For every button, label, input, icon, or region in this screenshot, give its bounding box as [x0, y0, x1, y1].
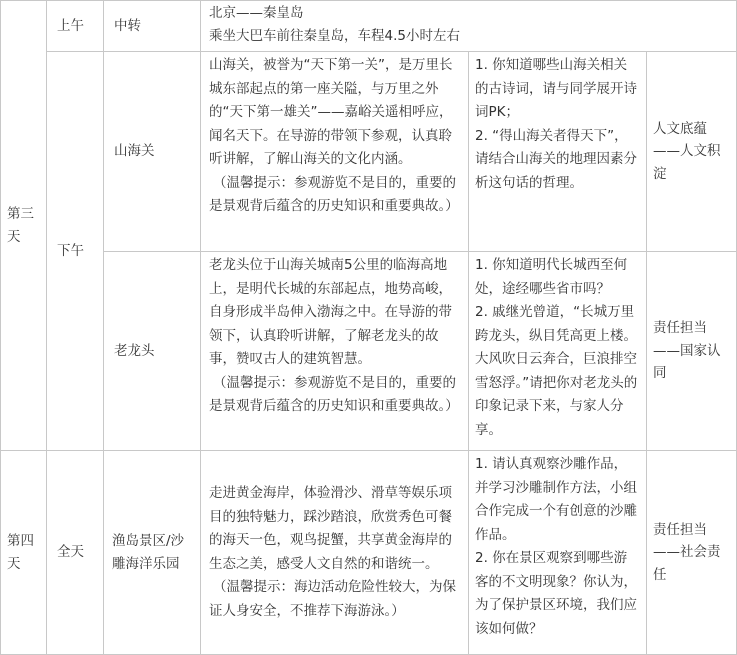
shanhaiguan-place: 山海关	[104, 52, 201, 252]
shanhaiguan-description: 山海关，被誉为“天下第一关”，是万里长城东部起点的第一座关隘，与万里之外的“天下第一雄关”——嘉峪关遥相呼应，闻名天下。在导游的带领下参观，认真聆听讲解，了解山海关的文化内涵。	[209, 57, 453, 167]
laolongtou-description: 老龙头位于山海关城南5公里的临海高地上，是明代长城的东部起点，地势高峻，自身形成半岛伸入渤海之中。在导游的带领下，认真聆听讲解，了解老龙头的故事，赞叹古人的建筑智慧。	[209, 257, 452, 367]
laolongtou-tip: （温馨提示：参观游览不是目的，重要的是景观背后蕴含的历史知识和重要典故。）	[209, 374, 459, 414]
day3-label: 第三天	[0, 0, 47, 451]
laolongtou-theme: 责任担当——国家认同	[647, 252, 737, 451]
day4-description-cell	[201, 451, 469, 655]
day3-morning-detail: 乘坐大巴车前往秦皇岛，车程4.5小时左右	[209, 28, 460, 44]
shanhaiguan-tip: （温馨提示：参观游览不是目的，重要的是景观背后蕴含的历史知识和重要典故。）	[209, 174, 459, 214]
day4-theme: 责任担当——社会责任	[647, 451, 737, 655]
day4-period: 全天	[47, 451, 104, 655]
laolongtou-place: 老龙头	[104, 252, 201, 451]
day3-morning-place: 中转	[104, 0, 201, 52]
day4-tip: （温馨提示：海边活动危险性较大，为保证人身安全，不推荐下海游泳。）	[209, 579, 457, 619]
day4-label: 第四天	[0, 451, 47, 655]
laolongtou-questions: 1. 你知道明代长城西至何处，途经哪些省市吗？ 2. 戚继光曾道，“长城万里跨龙头，纵目凭高更上楼。大风吹日云奔合，巨浪排空雪怒浮。”请把你对老龙头的印象记录下来，与家人分享。	[469, 252, 647, 451]
shanhaiguan-questions: 1. 你知道哪些山海关相关的古诗词，请与同学展开诗词PK； 2. “得山海关者得天下”，请结合山海关的地理因素分析这句话的哲理。	[469, 52, 647, 252]
day4-place: 渔岛景区/沙雕海洋乐园	[104, 451, 201, 655]
day3-morning-route: 北京——秦皇岛	[209, 5, 304, 21]
day3-afternoon-period: 下午	[47, 52, 104, 451]
day4-description: 走进黄金海岸，体验滑沙、滑草等娱乐项目的独特魅力，踩沙踏浪，欣赏秀色可餐的海天一色，观鸟捉蟹，共享黄金海岸的生态之美，感受人文自然的和谐统一。	[209, 485, 452, 572]
shanhaiguan-theme: 人文底蕴——人文积淀	[647, 52, 737, 252]
day3-morning-period: 上午	[47, 0, 104, 52]
laolongtou-description-cell	[201, 252, 469, 451]
day4-questions: 1. 请认真观察沙雕作品，并学习沙雕制作方法，小组合作完成一个有创意的沙雕作品。 2. 你在景区观察到哪些游客的不文明现象？你认为，为了保护景区环境，我们应该如何做？	[469, 451, 647, 655]
shanhaiguan-description-cell	[201, 52, 469, 252]
day3-morning-route-cell	[201, 0, 737, 52]
